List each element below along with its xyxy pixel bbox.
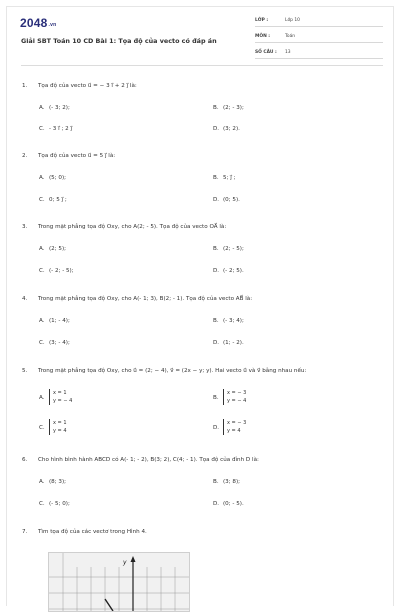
coordinate-grid xyxy=(49,553,189,611)
option-text: (3; 8); xyxy=(223,479,241,485)
option-5c[interactable] xyxy=(39,419,67,435)
option-label: C. xyxy=(39,501,45,507)
option-label: D. xyxy=(213,126,220,132)
equation-system xyxy=(223,419,246,435)
y-axis-label: y xyxy=(123,559,127,566)
equation-line: y = − 4 xyxy=(227,398,247,404)
option-text: (0; - 5). xyxy=(223,501,244,507)
meta-count xyxy=(255,49,383,59)
question-text: Tọa độ của vecto u⃗ = 5 j⃗ là: xyxy=(38,153,116,159)
question-number: 4. xyxy=(22,296,28,302)
equation-line: x = 1 xyxy=(53,390,67,396)
option-label: D. xyxy=(213,197,220,203)
meta-value: Lớp 10 xyxy=(285,18,300,23)
equation-system xyxy=(49,389,72,405)
option-1a[interactable] xyxy=(39,105,70,111)
option-4b[interactable] xyxy=(213,318,244,324)
option-label: C. xyxy=(39,126,45,132)
document-header xyxy=(7,7,393,65)
option-3c[interactable] xyxy=(39,268,74,274)
equation-line: y = − 4 xyxy=(53,398,73,404)
option-text: (- 3; 2); xyxy=(49,105,70,111)
option-label: A. xyxy=(39,105,45,111)
option-text: (- 3; 4); xyxy=(223,318,244,324)
logo-suffix: .vn xyxy=(48,22,57,28)
option-1b[interactable] xyxy=(213,105,244,111)
question-text: Tọa độ của vecto u⃗ = − 3 i⃗ + 2 j⃗ là: xyxy=(38,83,137,89)
option-1d[interactable] xyxy=(213,126,240,132)
equation-system xyxy=(49,419,67,435)
option-6c[interactable] xyxy=(39,501,70,507)
option-6a[interactable] xyxy=(39,479,66,485)
option-6b[interactable] xyxy=(213,479,240,485)
option-text: (1; - 2). xyxy=(223,340,244,346)
equation-line: x = − 3 xyxy=(227,420,247,426)
option-text: (0; 5). xyxy=(223,197,240,203)
question-text: Cho hình bình hành ABCD có A(- 1; - 2), B(3; 2), C(4; - 1). Tọa độ của đỉnh D là: xyxy=(38,457,259,463)
question-2 xyxy=(22,153,115,159)
header-divider xyxy=(21,65,383,66)
option-4c[interactable] xyxy=(39,340,70,346)
question-1 xyxy=(22,83,137,89)
option-text: (- 2; - 5); xyxy=(49,268,74,274)
option-2b[interactable] xyxy=(213,175,235,181)
option-label: B. xyxy=(213,394,219,401)
option-text: (3; - 4); xyxy=(49,340,70,346)
option-2d[interactable] xyxy=(213,197,240,203)
meta-class xyxy=(255,17,383,27)
logo-text: 2048 xyxy=(20,16,48,30)
option-label: C. xyxy=(39,424,45,431)
option-label: A. xyxy=(39,318,45,324)
question-number: 3. xyxy=(22,224,28,230)
option-1c[interactable] xyxy=(39,126,72,132)
option-label: C. xyxy=(39,340,45,346)
meta-subject xyxy=(255,33,383,43)
y-axis-arrow-icon xyxy=(131,556,136,562)
option-label: D. xyxy=(213,501,220,507)
option-label: A. xyxy=(39,394,45,401)
option-2a[interactable] xyxy=(39,175,66,181)
option-text: (1; - 4); xyxy=(49,318,70,324)
equation-line: y = 4 xyxy=(53,428,67,434)
question-3 xyxy=(22,224,226,230)
option-3a[interactable] xyxy=(39,246,66,252)
question-5 xyxy=(22,368,306,374)
option-label: C. xyxy=(39,268,45,274)
question-text: Trong mặt phẳng tọa độ Oxy, cho A(- 1; 3), B(2; - 1). Tọa độ của vecto AB⃗ là: xyxy=(38,296,253,302)
question-4 xyxy=(22,296,252,302)
figure-4-grid xyxy=(48,552,190,612)
option-5b[interactable] xyxy=(213,389,246,405)
option-4d[interactable] xyxy=(213,340,244,346)
document-page xyxy=(6,6,394,606)
option-6d[interactable] xyxy=(213,501,244,507)
question-number: 7. xyxy=(22,529,28,535)
option-label: B. xyxy=(213,105,219,111)
option-label: B. xyxy=(213,318,219,324)
option-text: (2; - 5); xyxy=(223,246,244,252)
equation-system xyxy=(223,389,246,405)
option-label: D. xyxy=(213,340,220,346)
question-number: 1. xyxy=(22,83,28,89)
meta-key: LỚP : xyxy=(255,18,269,23)
option-5a[interactable] xyxy=(39,389,72,405)
option-3d[interactable] xyxy=(213,268,244,274)
option-text: (8; 3); xyxy=(49,479,67,485)
site-logo[interactable] xyxy=(20,16,56,30)
option-text: (2; 5); xyxy=(49,246,67,252)
meta-key: SỐ CÂU : xyxy=(255,50,277,55)
meta-value: 13 xyxy=(285,50,291,55)
option-4a[interactable] xyxy=(39,318,70,324)
question-text: Trong mặt phẳng tọa độ Oxy, cho A(2; - 5). Tọa độ của vecto OA⃗ là: xyxy=(38,224,227,230)
option-label: A. xyxy=(39,479,45,485)
question-number: 6. xyxy=(22,457,28,463)
option-3b[interactable] xyxy=(213,246,244,252)
page-title: Giải SBT Toán 10 CD Bài 1: Tọa độ của vecto có đáp án xyxy=(21,37,217,45)
option-label: B. xyxy=(213,479,219,485)
equation-line: x = 1 xyxy=(53,420,67,426)
option-label: B. xyxy=(213,246,219,252)
option-text: 0; 5 j⃗ ; xyxy=(49,197,67,203)
option-text: (- 2; 5). xyxy=(223,268,244,274)
option-text: - 3 i⃗ ; 2 j⃗ xyxy=(49,126,73,132)
question-text: Tìm tọa độ của các vectơ trong Hình 4. xyxy=(38,529,147,535)
option-label: D. xyxy=(213,424,220,431)
option-text: (5; 0); xyxy=(49,175,67,181)
question-number: 2. xyxy=(22,153,28,159)
equation-line: x = − 3 xyxy=(227,390,247,396)
option-label: C. xyxy=(39,197,45,203)
equation-line: y = 4 xyxy=(227,428,241,434)
option-label: D. xyxy=(213,268,220,274)
meta-key: MÔN : xyxy=(255,34,271,39)
question-text: Trong mặt phẳng tọa độ Oxy, cho u⃗ = (2; − 4), v⃗ = (2x − y; y). Hai vecto u⃗ và v⃗ bằng nhau nếu: xyxy=(38,368,307,374)
option-text: 5; j⃗ ; xyxy=(223,175,236,181)
question-6 xyxy=(22,457,259,463)
option-text: (- 5; 0); xyxy=(49,501,70,507)
option-2c[interactable] xyxy=(39,197,67,203)
meta-value: Toán xyxy=(285,34,296,39)
option-label: B. xyxy=(213,175,219,181)
question-7 xyxy=(22,529,147,535)
option-label: A. xyxy=(39,246,45,252)
option-text: (2; - 3); xyxy=(223,105,244,111)
option-text: (3; 2). xyxy=(223,126,240,132)
option-label: A. xyxy=(39,175,45,181)
option-5d[interactable] xyxy=(213,419,246,435)
question-number: 5. xyxy=(22,368,28,374)
